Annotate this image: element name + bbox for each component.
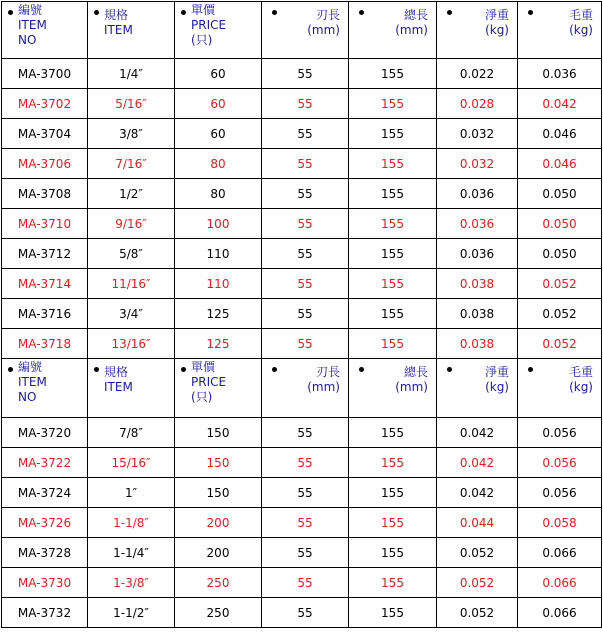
total-length-header bbox=[349, 359, 437, 418]
header-label-line: 單價 bbox=[191, 3, 216, 17]
price-cell: 60 bbox=[175, 89, 262, 119]
size-cell: 1-1/2″ bbox=[88, 598, 175, 628]
header-label-line: 總長 bbox=[403, 8, 428, 22]
blade-length-cell: 55 bbox=[262, 89, 349, 119]
table-header-row bbox=[2, 359, 602, 418]
total-length-cell: 155 bbox=[349, 329, 437, 359]
price-cell: 250 bbox=[175, 598, 262, 628]
size-cell: 11/16″ bbox=[88, 269, 175, 299]
header-label-line: PRICE bbox=[191, 375, 227, 389]
table-row bbox=[2, 508, 602, 538]
table-row bbox=[2, 209, 602, 239]
header-label-line: (mm) bbox=[395, 23, 428, 37]
total-length-cell: 155 bbox=[349, 418, 437, 448]
bullet-icon bbox=[359, 367, 364, 372]
size-cell: 1/4″ bbox=[88, 59, 175, 89]
price-cell: 80 bbox=[175, 179, 262, 209]
header-label-line: 規格 bbox=[104, 8, 129, 22]
header-label-line: (kg) bbox=[569, 23, 593, 37]
bullet-icon bbox=[94, 367, 99, 372]
table-row bbox=[2, 568, 602, 598]
header-label-line: (只) bbox=[191, 390, 213, 404]
gross-weight-cell: 0.042 bbox=[518, 89, 602, 119]
bullet-icon bbox=[8, 367, 13, 372]
header-label-line: ITEM bbox=[104, 23, 133, 37]
net-weight-cell: 0.038 bbox=[437, 299, 518, 329]
gross-weight-header bbox=[518, 359, 602, 418]
total-length-cell: 155 bbox=[349, 119, 437, 149]
item-no-cell: MA-3720 bbox=[2, 418, 88, 448]
net-weight-cell: 0.036 bbox=[437, 179, 518, 209]
net-weight-cell: 0.028 bbox=[437, 89, 518, 119]
item-no-cell: MA-3702 bbox=[2, 89, 88, 119]
bullet-icon bbox=[272, 367, 277, 372]
blade-length-cell: 55 bbox=[262, 478, 349, 508]
header-label-line: (kg) bbox=[569, 380, 593, 394]
net-weight-cell: 0.052 bbox=[437, 568, 518, 598]
total-length-cell: 155 bbox=[349, 299, 437, 329]
blade-length-cell: 55 bbox=[262, 418, 349, 448]
header-label-line: 規格 bbox=[104, 365, 129, 379]
net-weight-cell: 0.044 bbox=[437, 508, 518, 538]
price-cell: 150 bbox=[175, 448, 262, 478]
gross-weight-cell: 0.058 bbox=[518, 508, 602, 538]
size-cell: 3/8″ bbox=[88, 119, 175, 149]
price-cell: 110 bbox=[175, 239, 262, 269]
total-length-cell: 155 bbox=[349, 478, 437, 508]
gross-weight-cell: 0.066 bbox=[518, 598, 602, 628]
net-weight-cell: 0.022 bbox=[437, 59, 518, 89]
price-cell: 110 bbox=[175, 269, 262, 299]
gross-weight-cell: 0.052 bbox=[518, 329, 602, 359]
table-row bbox=[2, 478, 602, 508]
bullet-icon bbox=[94, 10, 99, 15]
header-label-line: (kg) bbox=[485, 380, 509, 394]
gross-weight-header bbox=[518, 2, 602, 59]
net-weight-cell: 0.032 bbox=[437, 149, 518, 179]
table-row bbox=[2, 299, 602, 329]
table-row bbox=[2, 448, 602, 478]
header-label-line: PRICE bbox=[191, 18, 227, 32]
table-row bbox=[2, 538, 602, 568]
size-cell: 1″ bbox=[88, 478, 175, 508]
price-cell: 150 bbox=[175, 478, 262, 508]
bullet-icon bbox=[447, 367, 452, 372]
size-cell: 3/4″ bbox=[88, 299, 175, 329]
spec-table bbox=[1, 1, 602, 628]
size-cell: 15/16″ bbox=[88, 448, 175, 478]
header-label-line: 淨重 bbox=[484, 365, 509, 379]
total-length-cell: 155 bbox=[349, 209, 437, 239]
header-label-line: 刃長 bbox=[315, 8, 340, 22]
blade-length-cell: 55 bbox=[262, 568, 349, 598]
blade-length-cell: 55 bbox=[262, 538, 349, 568]
item-no-cell: MA-3726 bbox=[2, 508, 88, 538]
gross-weight-cell: 0.052 bbox=[518, 269, 602, 299]
item-no-cell: MA-3722 bbox=[2, 448, 88, 478]
table-row bbox=[2, 418, 602, 448]
item-no-cell: MA-3714 bbox=[2, 269, 88, 299]
total-length-cell: 155 bbox=[349, 269, 437, 299]
size-header bbox=[88, 359, 175, 418]
size-cell: 1-3/8″ bbox=[88, 568, 175, 598]
header-label-line: NO bbox=[18, 33, 37, 47]
item-no-cell: MA-3710 bbox=[2, 209, 88, 239]
net-weight-cell: 0.042 bbox=[437, 478, 518, 508]
header-label-line: (mm) bbox=[307, 23, 340, 37]
header-label-line: ITEM bbox=[18, 18, 47, 32]
bullet-icon bbox=[447, 10, 452, 15]
header-label-line: 單價 bbox=[191, 360, 216, 374]
blade-length-cell: 55 bbox=[262, 269, 349, 299]
total-length-cell: 155 bbox=[349, 239, 437, 269]
price-cell: 250 bbox=[175, 568, 262, 598]
header-label-line: 刃長 bbox=[315, 365, 340, 379]
size-header bbox=[88, 2, 175, 59]
item-no-header bbox=[2, 359, 88, 418]
size-cell: 1-1/8″ bbox=[88, 508, 175, 538]
price-header bbox=[175, 2, 262, 59]
gross-weight-cell: 0.056 bbox=[518, 478, 602, 508]
blade-length-header bbox=[262, 2, 349, 59]
header-label-line: (mm) bbox=[395, 380, 428, 394]
item-no-cell: MA-3712 bbox=[2, 239, 88, 269]
net-weight-cell: 0.038 bbox=[437, 329, 518, 359]
blade-length-cell: 55 bbox=[262, 179, 349, 209]
header-label-line: ITEM bbox=[18, 375, 47, 389]
table-row bbox=[2, 239, 602, 269]
net-weight-cell: 0.036 bbox=[437, 239, 518, 269]
size-cell: 5/8″ bbox=[88, 239, 175, 269]
price-cell: 60 bbox=[175, 119, 262, 149]
header-label-line: 毛重 bbox=[568, 8, 593, 22]
table-row bbox=[2, 59, 602, 89]
total-length-cell: 155 bbox=[349, 89, 437, 119]
price-header bbox=[175, 359, 262, 418]
header-label-line: NO bbox=[18, 390, 37, 404]
item-no-cell: MA-3700 bbox=[2, 59, 88, 89]
size-cell: 7/16″ bbox=[88, 149, 175, 179]
header-label-line: 淨重 bbox=[484, 8, 509, 22]
header-label-line: 編號 bbox=[18, 360, 43, 374]
price-cell: 200 bbox=[175, 538, 262, 568]
total-length-cell: 155 bbox=[349, 568, 437, 598]
price-cell: 60 bbox=[175, 59, 262, 89]
size-cell: 5/16″ bbox=[88, 89, 175, 119]
gross-weight-cell: 0.050 bbox=[518, 239, 602, 269]
size-cell: 9/16″ bbox=[88, 209, 175, 239]
net-weight-cell: 0.052 bbox=[437, 538, 518, 568]
total-length-cell: 155 bbox=[349, 508, 437, 538]
gross-weight-cell: 0.046 bbox=[518, 119, 602, 149]
gross-weight-cell: 0.046 bbox=[518, 149, 602, 179]
header-label-line: 編號 bbox=[18, 3, 43, 17]
header-label-line: (mm) bbox=[307, 380, 340, 394]
total-length-cell: 155 bbox=[349, 448, 437, 478]
table-header-row bbox=[2, 2, 602, 59]
blade-length-cell: 55 bbox=[262, 239, 349, 269]
total-length-cell: 155 bbox=[349, 179, 437, 209]
item-no-cell: MA-3704 bbox=[2, 119, 88, 149]
bullet-icon bbox=[181, 10, 186, 15]
blade-length-header bbox=[262, 359, 349, 418]
blade-length-cell: 55 bbox=[262, 299, 349, 329]
bullet-icon bbox=[272, 10, 277, 15]
table-row bbox=[2, 179, 602, 209]
item-no-cell: MA-3732 bbox=[2, 598, 88, 628]
size-cell: 1/2″ bbox=[88, 179, 175, 209]
item-no-cell: MA-3718 bbox=[2, 329, 88, 359]
header-label-line: (只) bbox=[191, 33, 213, 47]
bullet-icon bbox=[8, 10, 13, 15]
item-no-cell: MA-3706 bbox=[2, 149, 88, 179]
gross-weight-cell: 0.056 bbox=[518, 418, 602, 448]
gross-weight-cell: 0.052 bbox=[518, 299, 602, 329]
net-weight-cell: 0.036 bbox=[437, 209, 518, 239]
table-row bbox=[2, 329, 602, 359]
item-no-cell: MA-3716 bbox=[2, 299, 88, 329]
bullet-icon bbox=[528, 10, 533, 15]
size-cell: 7/8″ bbox=[88, 418, 175, 448]
gross-weight-cell: 0.066 bbox=[518, 538, 602, 568]
item-no-cell: MA-3724 bbox=[2, 478, 88, 508]
header-label-line: 毛重 bbox=[568, 365, 593, 379]
table-row bbox=[2, 269, 602, 299]
gross-weight-cell: 0.056 bbox=[518, 448, 602, 478]
total-length-header bbox=[349, 2, 437, 59]
header-label-line: (kg) bbox=[485, 23, 509, 37]
net-weight-cell: 0.038 bbox=[437, 269, 518, 299]
gross-weight-cell: 0.036 bbox=[518, 59, 602, 89]
size-cell: 13/16″ bbox=[88, 329, 175, 359]
price-cell: 150 bbox=[175, 418, 262, 448]
item-no-cell: MA-3708 bbox=[2, 179, 88, 209]
price-cell: 100 bbox=[175, 209, 262, 239]
net-weight-cell: 0.032 bbox=[437, 119, 518, 149]
blade-length-cell: 55 bbox=[262, 209, 349, 239]
total-length-cell: 155 bbox=[349, 59, 437, 89]
total-length-cell: 155 bbox=[349, 538, 437, 568]
net-weight-header bbox=[437, 359, 518, 418]
table-row bbox=[2, 89, 602, 119]
item-no-header bbox=[2, 2, 88, 59]
size-cell: 1-1/4″ bbox=[88, 538, 175, 568]
net-weight-cell: 0.042 bbox=[437, 418, 518, 448]
header-label-line: 總長 bbox=[403, 365, 428, 379]
blade-length-cell: 55 bbox=[262, 598, 349, 628]
total-length-cell: 155 bbox=[349, 598, 437, 628]
price-cell: 125 bbox=[175, 299, 262, 329]
header-label-line: ITEM bbox=[104, 380, 133, 394]
bullet-icon bbox=[528, 367, 533, 372]
net-weight-cell: 0.042 bbox=[437, 448, 518, 478]
net-weight-cell: 0.052 bbox=[437, 598, 518, 628]
gross-weight-cell: 0.066 bbox=[518, 568, 602, 598]
table-row bbox=[2, 149, 602, 179]
blade-length-cell: 55 bbox=[262, 119, 349, 149]
blade-length-cell: 55 bbox=[262, 508, 349, 538]
gross-weight-cell: 0.050 bbox=[518, 179, 602, 209]
blade-length-cell: 55 bbox=[262, 59, 349, 89]
price-cell: 80 bbox=[175, 149, 262, 179]
blade-length-cell: 55 bbox=[262, 329, 349, 359]
table-row bbox=[2, 598, 602, 628]
blade-length-cell: 55 bbox=[262, 149, 349, 179]
gross-weight-cell: 0.050 bbox=[518, 209, 602, 239]
blade-length-cell: 55 bbox=[262, 448, 349, 478]
item-no-cell: MA-3730 bbox=[2, 568, 88, 598]
table-row bbox=[2, 119, 602, 149]
bullet-icon bbox=[359, 10, 364, 15]
net-weight-header bbox=[437, 2, 518, 59]
price-cell: 200 bbox=[175, 508, 262, 538]
price-cell: 125 bbox=[175, 329, 262, 359]
bullet-icon bbox=[181, 367, 186, 372]
total-length-cell: 155 bbox=[349, 149, 437, 179]
item-no-cell: MA-3728 bbox=[2, 538, 88, 568]
